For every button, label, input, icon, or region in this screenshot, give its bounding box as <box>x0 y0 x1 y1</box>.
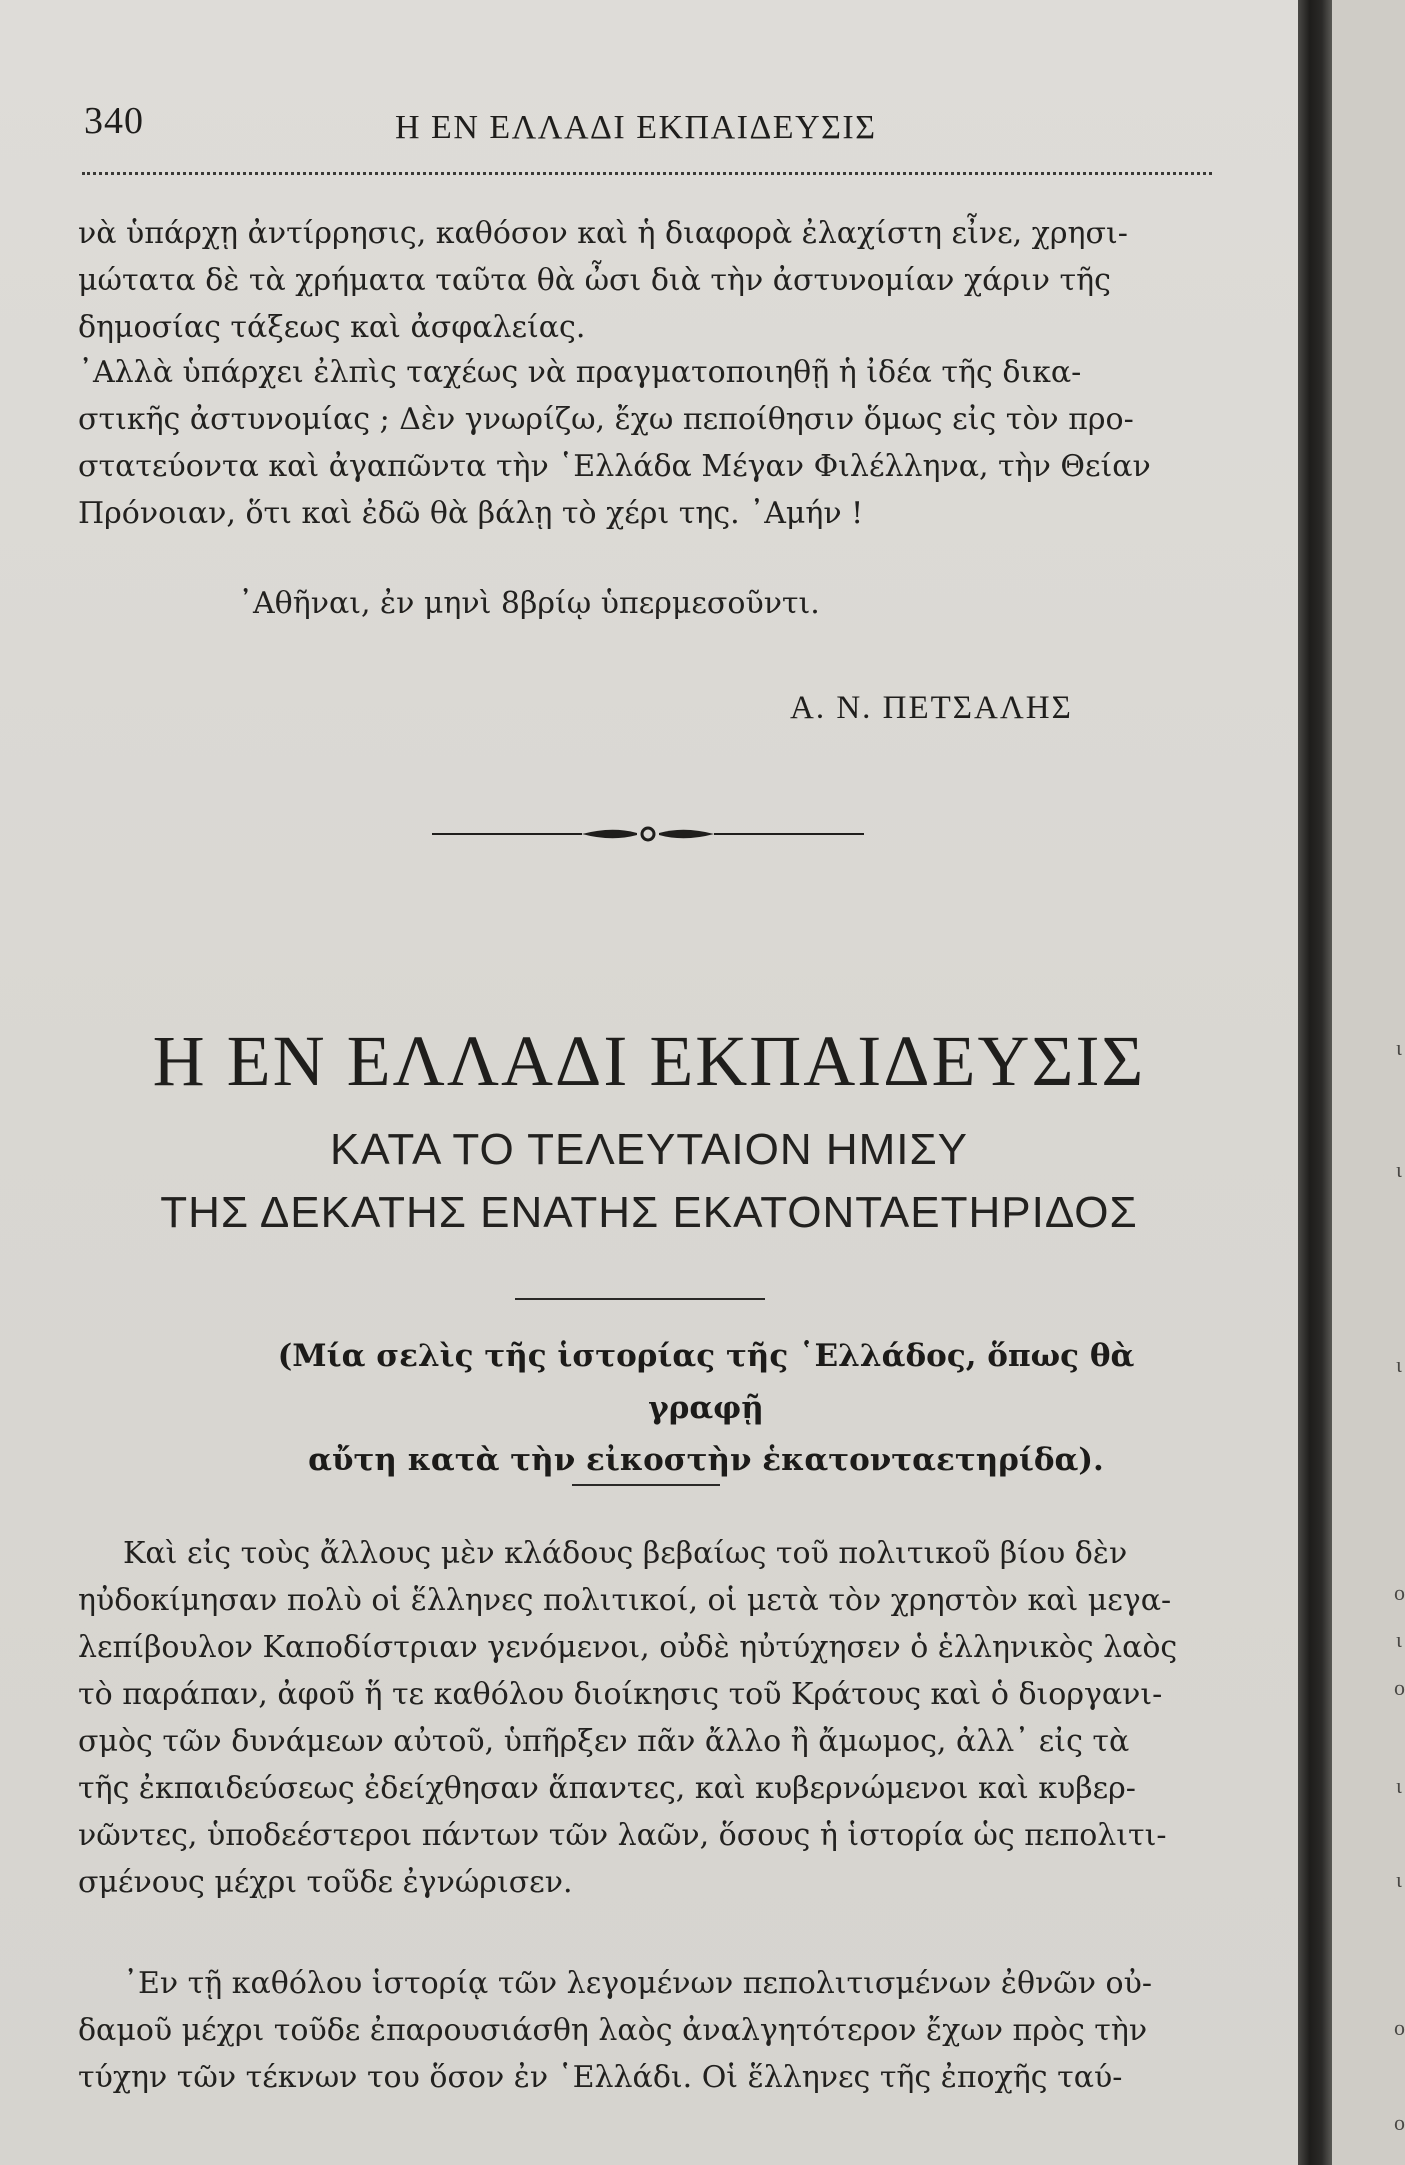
next-page-letter: ι <box>1396 1157 1402 1182</box>
body-paragraph-1: Καὶ εἰς τοὺς ἄλλους μὲν κλάδους βεβαίως τοῦ πολιτικοῦ βίου δὲν ηὐδοκίμησαν πολὺ οἱ ἕλληνες πολιτικοί, οἱ μετὰ τὸν χρηστὸν καὶ μεγα- λεπίβουλον Καποδίστριαν γενόμενοι, οὐδὲ ηὐτύχησεν ὁ ἑλληνικὸς λαὸς τὸ παράπαν, ἀφοῦ ἥ τε καθόλου διοίκησις τοῦ Κράτους καὶ ὁ διοργανι- σμὸς τῶν δυνάμεων αὐτοῦ, ὑπῆρξεν πᾶν ἄλλο ἢ ἄμωμος, ἀλλ᾽ εἰς τὰ τῆς ἐκπαιδεύσεως ἐδείχθησαν ἅπαντες, καὶ κυβερνώμενοι καὶ κυβερ- νῶντες, ὑποδεέστεροι πάντων τῶν λαῶν, ὅσους ἡ ἱστορία ὡς πεπολιτι- σμένους μέχρι τοῦδε ἐγνώρισεν. <box>78 1536 1178 1900</box>
dateline: ᾿Αθῆναι, ἐν μηνὶ 8βρίῳ ὑπερμεσοῦντι. <box>238 586 820 621</box>
intro-paragraph-2: ᾿Αλλὰ ὑπάρχει ἐλπὶς ταχέως νὰ πραγματοποιηθῇ ἡ ἰδέα τῆς δικα- στικῆς ἀστυνομίας ; Δὲν γνωρίζω, ἔχω πεποίθησιν ὅμως εἰς τὸν προ- στατεύοντα καὶ ἀγαπῶντα τὴν ῾Ελλάδα Μέγαν Φιλέλληνα, τὴν Θείαν Πρόνοιαν, ὅτι καὶ ἐδῶ θὰ βάλῃ τὸ χέρι της. ᾿Αμήν ! <box>78 355 1151 531</box>
header-rule <box>82 172 1212 175</box>
next-page-letter: ι <box>1396 1627 1402 1652</box>
article-title: Η ΕΝ ΕΛΛΑΔΙ ΕΚΠΑΙΔΕΥΣΙΣ <box>152 1021 1146 1101</box>
next-page-letter: ι <box>1396 1867 1402 1892</box>
author-signature: Α. Ν. ΠΕΤΣΑΛΗΣ <box>790 690 1073 726</box>
next-page-letter: ι <box>1396 1773 1402 1798</box>
ornament-divider-icon <box>432 822 864 846</box>
article-subtitle-line-1: ΚΑΤΑ ΤΟ ΤΕΛΕΥΤΑΙΟΝ ΗΜΙΣΥ <box>329 1125 969 1174</box>
title-rule <box>515 1298 765 1300</box>
running-header <box>80 95 1210 145</box>
article-note: (Μία σελὶς τῆς ἱστορίας τῆς ῾Ελλάδος, ὅπως θὰ γραφῇ αὔτη κατὰ τὴν εἰκοστὴν ἑκατονταετηρίδα). <box>277 1338 1135 1478</box>
next-page-letter: ι <box>1396 1035 1402 1060</box>
intro-paragraph-1: νὰ ὑπάρχῃ ἀντίρρησις, καθόσον καὶ ἡ διαφορὰ ἐλαχίστη εἶνε, χρησι- μώτατα δὲ τὰ χρήματα ταῦτα θὰ ὦσι διὰ τὴν ἀστυνομίαν χάριν τῆς δημοσίας τάξεως καὶ ἀσφαλείας. <box>78 216 1128 345</box>
article-subtitle-line-2: ΤΗΣ ΔΕΚΑΤΗΣ ΕΝΑΤΗΣ ΕΚΑΤΟΝΤΑΕΤΗΡΙΔΟΣ <box>160 1188 1138 1237</box>
note-rule <box>572 1484 720 1486</box>
ornament-divider <box>432 822 864 846</box>
next-page-letter: ο <box>1394 2110 1405 2135</box>
next-page-letter: ο <box>1394 1675 1405 1700</box>
book-gutter <box>1298 0 1332 2165</box>
running-title: Η ΕΝ ΕΛΛΑΔΙ ΕΚΠΑΙΔΕΥΣΙΣ <box>395 109 877 146</box>
next-page-letter: ο <box>1394 2015 1405 2040</box>
body-paragraph-2: ᾿Εν τῇ καθόλου ἱστορίᾳ τῶν λεγομένων πεπολιτισμένων ἐθνῶν οὐ- δαμοῦ μέχρι τοῦδε ἐπαρουσιάσθη λαὸς ἀναλγητότερον ἔχων πρὸς τὴν τύχην τῶν τέκνων του ὅσον ἐν ῾Ελλάδι. Οἱ ἕλληνες τῆς ἐποχῆς ταύ- <box>78 1966 1152 2095</box>
page-number: 340 <box>84 100 144 142</box>
next-page-edge <box>1332 0 1405 2165</box>
next-page-letter: ι <box>1396 1352 1402 1377</box>
next-page-letter: ο <box>1394 1580 1405 1605</box>
